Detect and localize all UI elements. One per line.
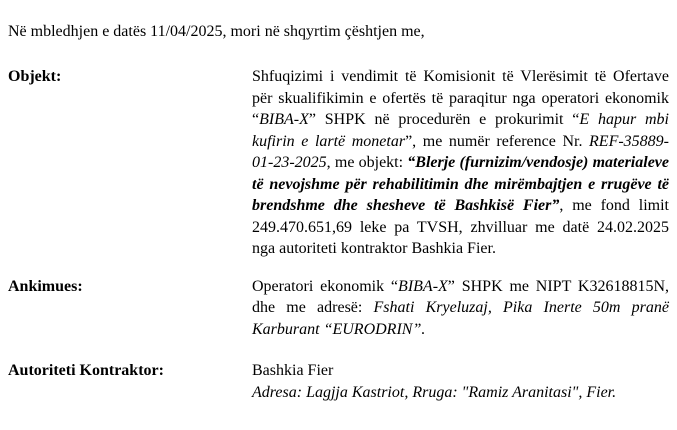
section-objekt	[0, 66, 677, 260]
text-segment: Operatori ekonomik “	[252, 277, 399, 295]
text-segment: ” SHPK në procedurën e prokurimit “	[308, 111, 580, 128]
section-autoriteti-kontraktor	[0, 360, 677, 403]
section-label-ankimues: Ankimues:	[8, 277, 83, 295]
text-segment-procedure-type: E hapur mbi kufirin e lartë monetar	[252, 111, 669, 150]
intro-paragraph: Në mbledhjen e datës 11/04/2025, mori në shqyrtim çështjen me,	[8, 23, 425, 40]
authority-address: Adresa: Lagjja Kastriot, Rruga: "Ramiz Aranitasi", Fier.	[252, 383, 617, 401]
authority-name: Bashkia Fier	[252, 362, 334, 379]
section-content-objekt	[252, 66, 669, 260]
text-segment: , me fond limit 249.470.651,69 leke pa TVSH, zhvilluar me datë 24.02.2025 nga autoriteti kontraktor Bashkia Fier.	[252, 197, 669, 257]
text-segment-address: Fshati Kryeluzaj, Pika Inerte 50m pranë Karburant “EURODRIN”.	[252, 299, 670, 338]
text-segment-company-name: BIBA-X	[259, 111, 309, 128]
text-segment: , me objekt:	[326, 154, 408, 171]
text-segment-reference-number: REF-35889-01-23-2025	[252, 132, 670, 171]
section-label-objekt: Objekt:	[8, 68, 62, 85]
text-segment: ”, me numër reference Nr.	[405, 132, 590, 150]
section-label-autoriteti: Autoriteti Kontraktor:	[8, 362, 164, 379]
section-ankimues	[0, 276, 677, 341]
text-segment: ” SHPK me NIPT K32618815N, dhe me adresë:	[252, 277, 669, 316]
section-content-autoriteti	[252, 360, 669, 403]
section-content-ankimues	[252, 276, 669, 341]
text-segment-company-name: BIBA-X	[398, 277, 448, 295]
text-segment-contract-object: “Blerje (furnizim/vendosje) materialeve të nevojshme për rehabilitimin dhe mirëmbajtjen e rrugëve të brendshme dhe shesheve të Bashkisë Fier”	[252, 154, 670, 214]
text-segment: Shfuqizimi i vendimit të Komisionit të Vlerësimit të Ofertave për skualifikimin e ofertës të paraqitur nga operatori ekonomik “	[252, 68, 669, 128]
